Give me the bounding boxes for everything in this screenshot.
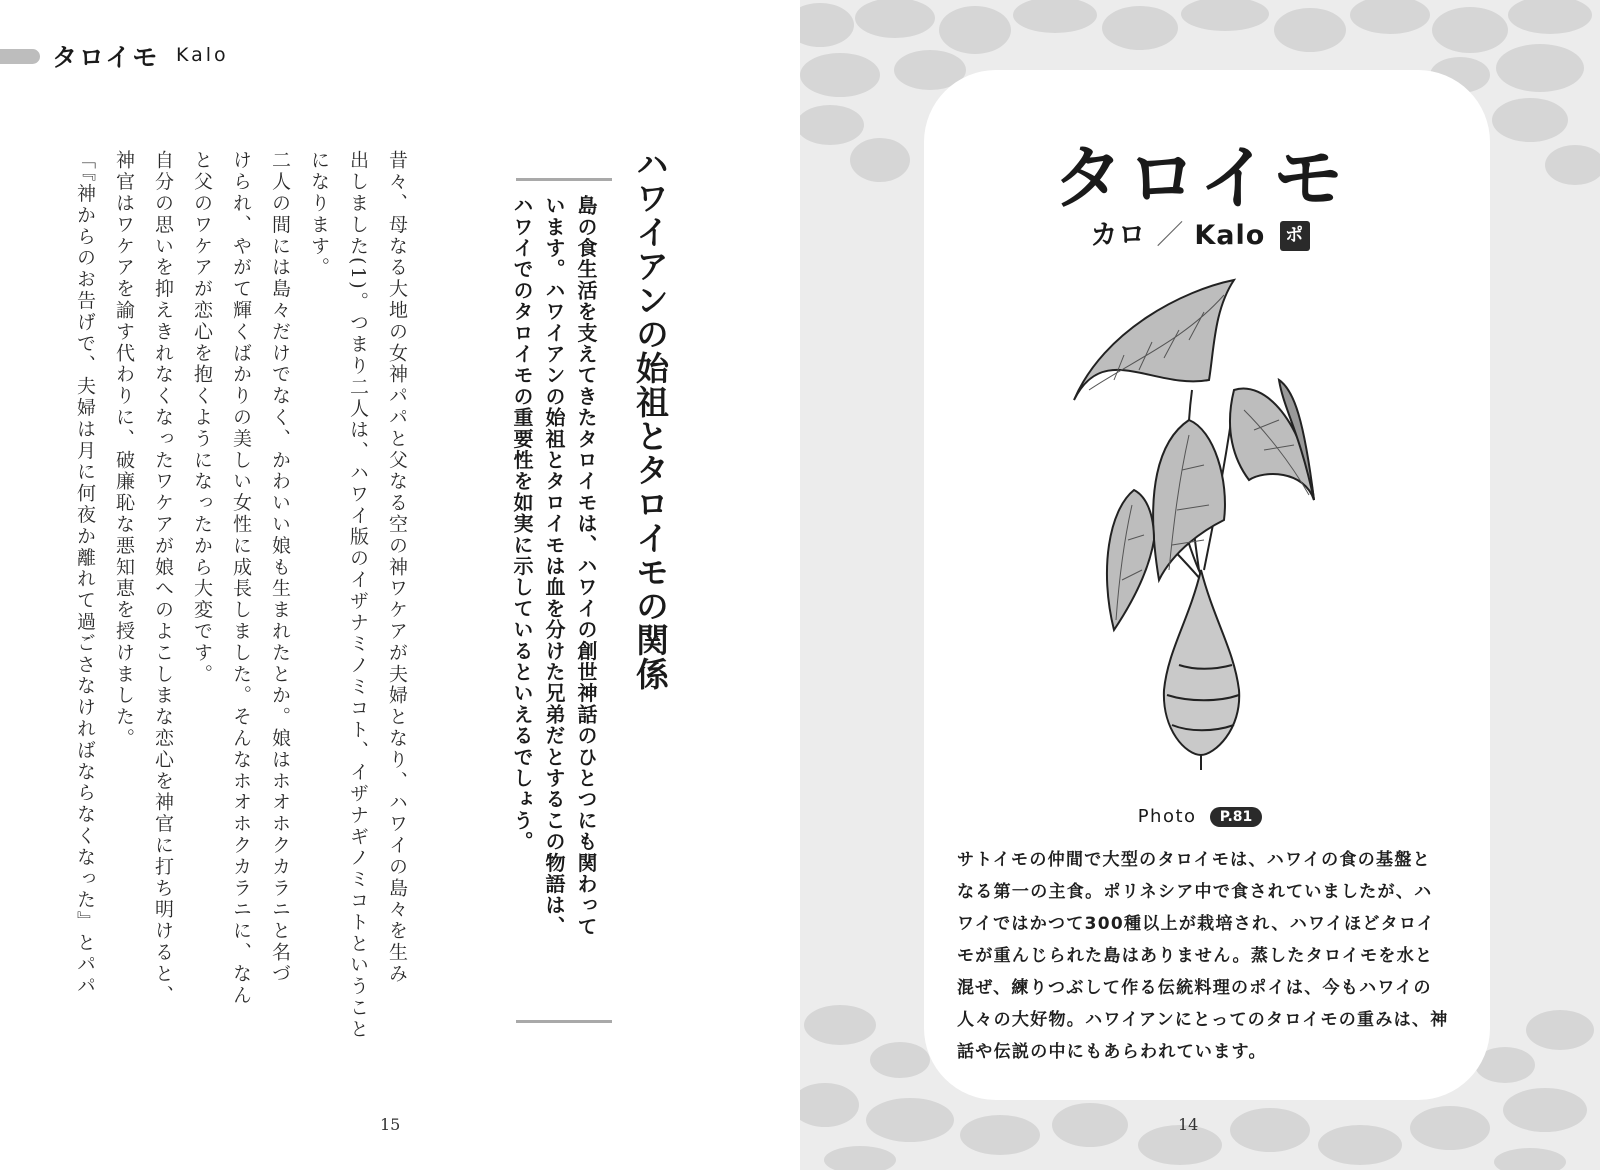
lead-line: 島の食生活を支えてきたタロイモは、ハワイの創世神話のひとつにも関わって: [574, 195, 598, 937]
subtitle-roman: Kalo: [1194, 220, 1266, 251]
lead-line: います。ハワイアンの始祖とタロイモは血を分けた兄弟だとするこの物語は、: [542, 195, 566, 937]
lead-bottom-rule: [516, 1020, 612, 1023]
running-header-title: タロイモ: [52, 43, 160, 72]
right-page: [800, 0, 1600, 1170]
description-line: サトイモの仲間で大型のタロイモは、ハワイの食の基盤と: [957, 850, 1431, 870]
lead-top-rule: [516, 178, 612, 181]
photo-label: Photo: [1137, 806, 1197, 827]
description-line: 混ぜ、練りつぶして作る伝統料理のポイは、今もハワイの: [957, 978, 1432, 998]
lead-box: [510, 178, 612, 1023]
taro-plant-illustration: [1064, 270, 1334, 770]
body-text: [65, 150, 416, 1040]
category-badge: ポ: [1280, 221, 1310, 251]
running-header-roman: Kalo: [176, 44, 229, 66]
description-line: ワイではかつて300種以上が栽培され、ハワイほどタロイ: [957, 914, 1436, 934]
page-number-right: 14: [1178, 1115, 1199, 1134]
lead-line: ハワイでのタロイモの重要性を如実に示しているといえるでしょう。: [510, 195, 534, 853]
description-line: なる第一の主食。ポリネシア中で食されていましたが、ハ: [957, 882, 1433, 902]
plant-description: [957, 844, 1457, 1068]
body-line: 出しました(1)。つまり二人は、ハワイ版のイザナミノミコト、イザナギノミコトということ: [347, 150, 369, 1041]
subtitle-separator: ／: [1156, 220, 1185, 251]
header-tab-marker: [0, 49, 40, 64]
body-line: 神官はワケアを諭す代わりに、破廉恥な悪知恵を授けました。: [113, 150, 135, 750]
subtitle-kana: カロ: [1090, 220, 1147, 251]
body-line: 「『神からのお告げで、夫婦は月に何夜か離れて過ごさなければならなくなった』とパパ: [74, 150, 96, 997]
body-line: になります。: [308, 150, 330, 279]
plant-title: タロイモ: [1053, 137, 1347, 219]
lead-paragraph: [506, 195, 602, 937]
description-line: 人々の大好物。ハワイアンにとってのタロイモの重みは、神: [957, 1010, 1449, 1030]
section-heading: ハワイアンの始祖とタロイモの関係: [631, 147, 670, 691]
photo-page-link[interactable]: P.81: [1210, 807, 1263, 827]
body-line: 昔々、母なる大地の女神パパと父なる空の神ワケアが夫婦となり、ハワイの島々を生み: [386, 150, 408, 985]
page-number-left: 15: [380, 1115, 401, 1134]
description-line: モが重んじられた島はありません。蒸したタロイモを水と: [957, 946, 1434, 966]
description-line: 話や伝説の中にもあらわれています。: [957, 1042, 1267, 1062]
body-line: 二人の間には島々だけでなく、かわいい娘も生まれたとか。娘はホオホクカラニと名づ: [269, 150, 291, 985]
body-line: けられ、やがて輝くばかりの美しい女性に成長しました。そんなホオホクカラニに、なん: [230, 150, 252, 1006]
photo-reference: [800, 806, 1600, 827]
body-line: と父のワケアが恋心を抱くようになったから大変です。: [191, 150, 213, 685]
plant-subtitle: [800, 213, 1600, 252]
body-line: 自分の思いを抑えきれなくなったワケアが娘へのよこしまな恋心を神官に打ち明けると、: [152, 150, 174, 1006]
